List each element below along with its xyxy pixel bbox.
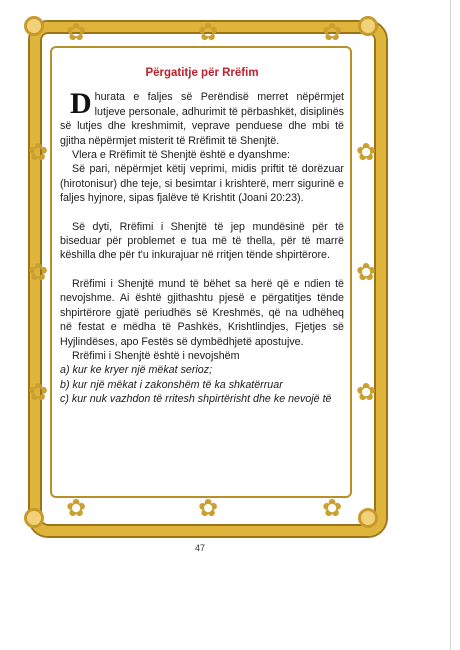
flower-ornament-icon: ✿ xyxy=(356,258,377,286)
paragraph: Rrëfimi i Shenjtë është i nevojshëm xyxy=(72,349,240,362)
list-item: a) kur ke kryer një mëkat serioz; xyxy=(60,364,213,377)
flower-ornament-icon: ✿ xyxy=(66,18,87,46)
page-edge-line xyxy=(450,0,451,650)
intro-paragraph-text: hurata e faljes së Perëndisë merret nëpërmjet lutjeve personale, adhurimit të përbashkët, disiplinës së lutjes dhe kreshmimit, veprave penduese dhe mbi të gjitha nëpërmjet misterit të Rrëfimit të Shenjtë. xyxy=(60,91,344,147)
flower-ornament-icon: ✿ xyxy=(322,18,343,46)
list-item: c) kur nuk vazhdon të rritesh shpirtërisht dhe ke nevojë të xyxy=(60,393,332,406)
scroll-ornament-icon xyxy=(358,508,378,528)
flower-ornament-icon: ✿ xyxy=(198,494,219,522)
flower-ornament-icon: ✿ xyxy=(198,18,219,46)
list-item: b) kur një mëkat i zakonshëm të ka shkatërruar xyxy=(60,378,283,391)
flower-ornament-icon: ✿ xyxy=(356,138,377,166)
page-title: Përgatitje për Rrëfim xyxy=(145,67,259,79)
intro-paragraph xyxy=(60,87,344,148)
scroll-ornament-icon xyxy=(24,16,44,36)
paragraph: Rrëfimi i Shenjtë mund të bëhet sa herë që e ndien të nevojshme. Ai është gjithashtu pjesë e përgatitjes tënde shpirtërore gjatë periudhës së Kreshmës, që na udhëheq në festat e mëdha të Pashkës, Krishtlindjes, Fjetjes së Hyjlindëses, apo Festës së dymbëdhjetë apostujve. xyxy=(60,277,344,348)
paragraph: Së dyti, Rrëfimi i Shenjtë të jep mundësinë për të biseduar për problemet e tua më të thella, për të marrë këshilla dhe për t'u inkurajuar në rritjen tënde shpirtërore. xyxy=(60,220,344,262)
drop-cap: D xyxy=(70,87,92,121)
paragraph-gap xyxy=(60,206,344,220)
paragraph: Së pari, nëpërmjet këtij veprimi, midis priftit të dorëzuar (hirotonisur) dhe teje, si besimtar i krishterë, merr sigurinë e faljes hyjnore, sipas fjalëve të Krishtit (Joani 20:23). xyxy=(60,163,344,205)
page-content xyxy=(60,56,344,484)
flower-ornament-icon: ✿ xyxy=(28,378,49,406)
paragraph-gap xyxy=(60,263,344,277)
flower-ornament-icon: ✿ xyxy=(66,494,87,522)
scroll-ornament-icon xyxy=(358,16,378,36)
page-number: 47 xyxy=(194,543,205,553)
scroll-ornament-icon xyxy=(24,508,44,528)
flower-ornament-icon: ✿ xyxy=(322,494,343,522)
flower-ornament-icon: ✿ xyxy=(28,138,49,166)
flower-ornament-icon: ✿ xyxy=(356,378,377,406)
flower-ornament-icon: ✿ xyxy=(28,258,49,286)
paragraph: Vlera e Rrëfimit të Shenjtë është e dyanshme: xyxy=(72,149,291,162)
